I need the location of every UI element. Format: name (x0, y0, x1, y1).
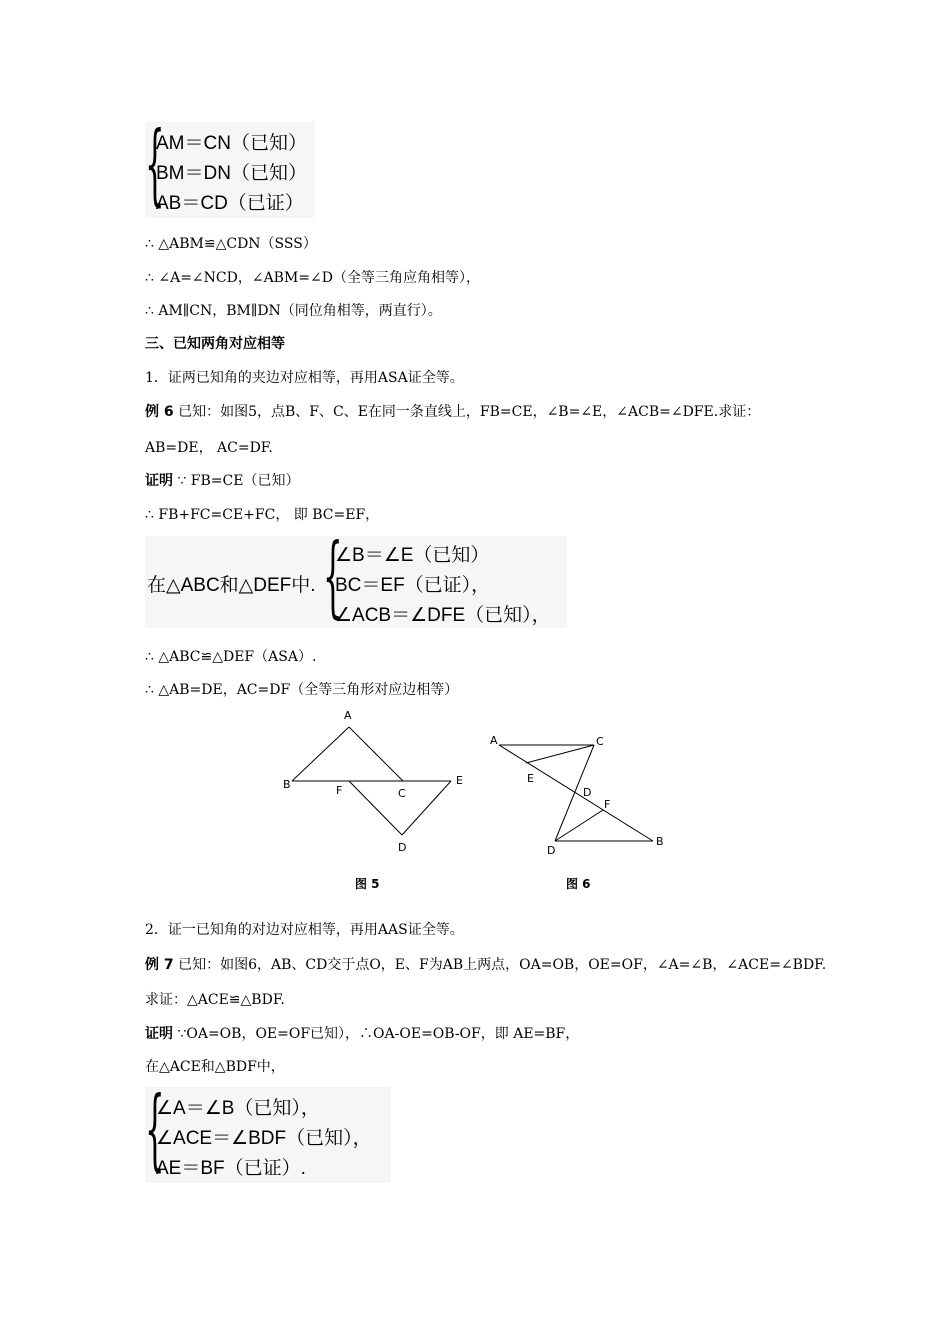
segment-ce (526, 745, 594, 763)
system-row: BM＝DN（已知） (156, 163, 307, 184)
text-line: ∴ △AB=DE，AC=DF（全等三角形对应边相等） (145, 682, 459, 698)
point-label-b: B (656, 835, 664, 848)
system-row: ∠B＝∠E（已知） (335, 545, 490, 566)
system-row: ∠ACE＝∠BDF（已知）， (156, 1128, 372, 1149)
example-6 (145, 402, 760, 422)
segment-df (555, 810, 603, 841)
segment-ed (402, 781, 451, 835)
point-label-f: F (336, 784, 343, 797)
system-prefix: 在△ABC和△DEF中. (147, 575, 316, 596)
left-brace: { (145, 112, 165, 215)
proof-label: 证明 (145, 473, 173, 489)
point-label-f: F (604, 798, 611, 811)
proof-7 (145, 1024, 579, 1044)
point-label-e: E (456, 774, 463, 787)
figure-6 (485, 725, 675, 895)
system-row: ∠A＝∠B（已知）， (156, 1098, 320, 1119)
figure-5 (275, 705, 475, 895)
point-label-d: D (547, 844, 556, 857)
proof-label: 证明 (145, 1026, 173, 1042)
point-label-a: A (490, 734, 498, 747)
example-text: 已知：如图6，AB、CD交于点O，E、F为AB上两点，OA=OB，OE=OF，∠A=∠B，∠ACE=∠BDF. (173, 957, 827, 973)
text-line: ∴ AM∥CN，BM∥DN（同位角相等，两直行）。 (145, 303, 442, 319)
example-label: 例 6 (145, 404, 174, 420)
text-line: ∴ △ABM≌△CDN（SSS） (145, 236, 317, 252)
text-line: 在△ACE和△BDF中， (145, 1059, 285, 1075)
segment-ab (499, 745, 653, 841)
system-row: AB＝CD（已证） (156, 193, 304, 214)
system-row: AE＝BF（已证）. (156, 1158, 306, 1179)
system-row: AM＝CN（已知） (156, 133, 307, 154)
point-label-c: C (596, 735, 604, 748)
text-line: 1．证两已知角的夹边对应相等，再用ASA证全等。 (145, 370, 464, 386)
equation-system-3 (145, 1077, 391, 1183)
point-label-b: B (283, 778, 291, 791)
segment-fd (349, 781, 402, 835)
equation-system-2 (145, 524, 567, 628)
proof-6 (145, 471, 299, 491)
point-label-o: D (583, 786, 592, 799)
text-line: ∴ FB+FC=CE+FC， 即 BC=EF， (145, 507, 380, 523)
text-line: ∴ ∠A=∠NCD，∠ABM=∠D（全等三角应角相等）， (145, 270, 480, 286)
left-brace: { (145, 1077, 165, 1180)
proof-text: ∵ FB=CE（已知） (173, 473, 300, 489)
example-text: 已知：如图5，点B、F、C、E在同一条直线上，FB=CE，∠B=∠E，∠ACB=∠DFE.求证： (173, 404, 761, 420)
section-heading: 三、已知两角对应相等 (145, 336, 285, 352)
example-label: 例 7 (145, 957, 174, 973)
segment-ac (349, 727, 403, 781)
left-brace: { (323, 524, 343, 627)
text-line: 求证：△ACE≌△BDF. (145, 992, 285, 1008)
equation-system-1 (145, 112, 315, 218)
example-7 (145, 955, 826, 975)
point-label-a: A (344, 709, 352, 722)
text-line: ∴ △ABC≌△DEF（ASA）. (145, 649, 317, 665)
figure-caption: 图 5 (355, 877, 380, 891)
text-line: AB=DE， AC=DF. (145, 440, 273, 456)
text-line: 2．证一已知角的对边对应相等，再用AAS证全等。 (145, 922, 464, 938)
proof-text: ∵OA=OB，OE=OF已知），∴OA-OE=OB-OF，即 AE=BF， (173, 1026, 580, 1042)
point-label-e: E (527, 772, 534, 785)
point-label-c: C (398, 787, 406, 800)
system-row: ∠ACB＝∠DFE（已知）， (335, 605, 551, 626)
segment-ab (292, 727, 349, 781)
point-label-d: D (398, 841, 407, 854)
system-row: BC＝EF（已证）， (335, 575, 491, 596)
figure-caption: 图 6 (566, 877, 591, 891)
